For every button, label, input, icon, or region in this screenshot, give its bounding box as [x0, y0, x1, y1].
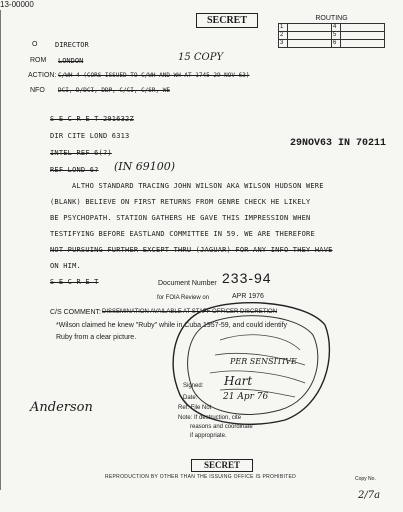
dir-cite: DIR CITE LOND 6313	[50, 132, 130, 140]
routing-cell: 5	[332, 32, 341, 40]
comment-label: C/S COMMENT:	[50, 309, 101, 316]
routing-row	[279, 40, 385, 48]
ref-handwritten: (IN 69100)	[114, 160, 176, 173]
to-value: DIRECTOR	[55, 41, 89, 49]
from-value: LONDON	[58, 57, 84, 65]
routing-cell: 1	[279, 24, 288, 32]
left-signature: Anderson	[30, 400, 93, 415]
comment-struck: DISSEMINATION AVAILABLE AT STAFF OFFICER DISCRETION	[102, 309, 278, 315]
stamp-signed-label: Signed:	[183, 383, 204, 389]
body-line: ON HIM.	[50, 262, 81, 270]
comment-line: *Wilson claimed he knew "Ruby" while in Cuba 1957-59, and could identify	[56, 322, 288, 329]
body-line: (BLANK) BELIEVE ON FIRST RETURNS FROM GENRE CHECK HE LIKELY	[50, 198, 311, 206]
copy-number-label: Copy No.	[355, 476, 376, 482]
body-line: ALTHO STANDARD TRACING JOHN WILSON AKA WILSON HUDSON WERE	[72, 182, 324, 190]
intel-ref-line: INTEL REF 6(?)	[50, 149, 112, 157]
routing-cell	[341, 40, 385, 48]
routing-cell: 6	[332, 40, 341, 48]
routing-cell: 2	[279, 32, 288, 40]
foia-date: APR 1976	[232, 293, 264, 300]
routing-table	[278, 23, 385, 48]
routing-row	[279, 24, 385, 32]
routing-cell: 3	[279, 40, 288, 48]
stamp-handwritten: PER SENSITIVE	[230, 357, 297, 366]
action-value: C/WH 4 (CORS ISSUED TO C/WH AND WH AT 1745-29 NOV 63)	[58, 72, 250, 79]
stamp-signature: Hart	[224, 374, 253, 388]
routing-cell: 4	[332, 24, 341, 32]
routing-cell	[288, 24, 332, 32]
docnum-label: Document Number	[158, 280, 217, 287]
routing-cell	[341, 32, 385, 40]
stamp-date: 21 Apr 76	[223, 392, 269, 402]
body-line: NOT PURSUING FURTHER EXCEPT THRU (JAGUAR) FOR ANY INFO THEY HAVE	[50, 246, 333, 254]
corner-handwriting: 2/7a	[358, 490, 381, 501]
routing-cell	[341, 24, 385, 32]
routing-cell	[288, 40, 332, 48]
copy-stamp: 15 COPY	[178, 52, 224, 63]
routing-box	[278, 14, 385, 48]
classification-bottom: SECRET	[191, 459, 253, 472]
stamp-line: if appropriate.	[190, 433, 227, 439]
reproduction-notice: REPRODUCTION BY OTHER THAN THE ISSUING OFFICE IS PROHIBITED	[105, 474, 297, 480]
ref-line: REF LOND 6?	[50, 166, 99, 174]
incoming-stamp: 29NOV63 IN 70211	[290, 138, 387, 149]
end-line: S E C R E T	[50, 278, 99, 286]
foia-label: for FOIA Review on	[157, 295, 210, 301]
scan-edge	[0, 10, 1, 490]
stamp-date-label: Date:	[183, 395, 198, 401]
document-id: 13-00000	[0, 0, 34, 9]
classification-top: SECRET	[196, 13, 258, 28]
comment-line: Ruby from a clear picture.	[56, 334, 137, 341]
to-label: O	[32, 41, 38, 48]
routing-title: ROUTING	[315, 15, 348, 22]
from-label: ROM	[30, 57, 47, 64]
body-line: TESTIFYING BEFORE EASTLAND COMMITTEE IN 59. WE ARE THEREFORE	[50, 230, 315, 238]
info-value: DCI, D/DCI, DDP, C/CI, C/SR, WE	[58, 87, 170, 94]
docnum-value: 233-94	[222, 270, 272, 286]
info-label: NFO	[30, 87, 45, 94]
routing-cell	[288, 32, 332, 40]
body-line: BE PSYCHOPATH. STATION GATHERS HE GAVE THIS IMPRESSION WHEN	[50, 214, 311, 222]
routing-row	[279, 32, 385, 40]
stamp-line: Ref. File Not	[178, 405, 212, 411]
action-label: ACTION:	[28, 72, 57, 79]
stamp-line: reasons and coordinate	[190, 424, 253, 430]
cite-line: S E C R E T 291632Z	[50, 115, 134, 123]
stamp-line: Note: If destruction, cite	[178, 415, 242, 421]
